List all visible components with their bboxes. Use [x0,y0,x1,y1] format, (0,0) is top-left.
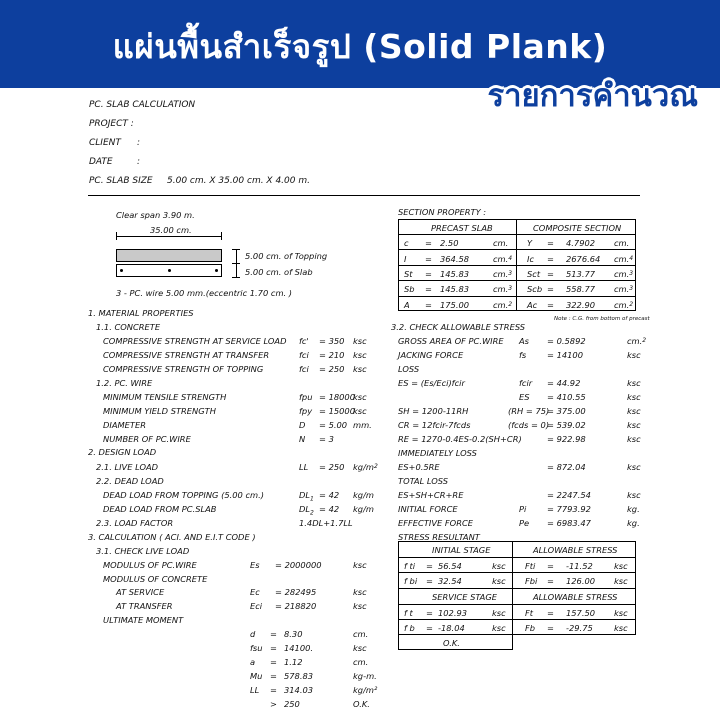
equals: = [425,284,432,294]
sh-equation: SH = 1200-11RH [398,406,469,416]
equals: = [425,238,432,248]
cs-service-label: COMPRESSIVE STRENGTH AT SERVICE LOAD [103,336,287,346]
at-service-label: AT SERVICE [116,587,165,597]
mts-value: = 18000 [319,392,355,402]
allow-value: -29.75 [566,623,593,633]
stress-sym: f b [404,623,415,633]
effective-force-label: EFFECTIVE FORCE [398,518,473,528]
unit: ksc [627,350,641,360]
um-value: 8.30 [284,629,303,639]
calc-title: PC. SLAB CALCULATION [89,100,196,110]
pi-value: = 7793.92 [547,504,591,514]
unit-cell [614,284,633,294]
unit-cell [493,269,512,279]
fs-value: = 14100 [547,350,583,360]
dl1-value: = 42 [319,490,340,500]
cs-topping-label: COMPRESSIVE STRENGTH OF TOPPING [103,364,264,374]
width-dimension-line [116,236,222,237]
esre-value: = 872.04 [547,462,586,472]
cs-topping-value: = 250 [319,364,345,374]
allowable-stress-header: ALLOWABLE STRESS [533,592,618,602]
ultimate-moment-label: ULTIMATE MOMENT [103,615,184,625]
table-row-line [398,619,636,620]
pe-value: = 6983.47 [547,518,591,528]
cs-transfer-sym: fci [299,350,309,360]
banner-subtitle: รายการคำนวณ [487,78,698,114]
cs-transfer-label: COMPRESSIVE STRENGTH AT TRANSFER [103,350,270,360]
unit: cm. [614,300,630,310]
property-sym: Sb [404,284,415,294]
subscript: 2 [310,509,314,517]
unit: cm. [614,254,630,264]
table-row-line [398,604,636,605]
es-sym: Es [250,560,260,570]
exponent: 2 [508,301,513,308]
table-row-line [398,280,636,281]
wire-dot [215,269,218,272]
section-3: 3. CALCULATION ( ACI. AND E.I.T CODE ) [88,532,256,542]
equals: = [547,576,554,586]
client-label: CLIENT [89,138,121,148]
equals: = [547,269,554,279]
table-row-line [398,234,636,235]
table-row-line [398,572,636,573]
slab-label: 5.00 cm. of Slab [245,267,313,277]
table-note: Note : C.G. from bottom of precast [554,316,650,322]
mod-wire-label: MODULUS OF PC.WIRE [103,560,197,570]
mts-label: MINIMUM TENSILE STRENGTH [103,392,227,402]
date-label: DATE [89,157,113,167]
equals: = [425,254,432,264]
unit: ksc [353,336,367,346]
unit: ksc [627,406,641,416]
ll-sym: LL [299,462,309,472]
unit: cm. [493,254,509,264]
table-row-line [398,296,636,297]
equals: = [547,284,554,294]
equals: = [426,561,433,571]
unit: kg-m. [353,671,377,681]
stress-sym: f bi [404,576,418,586]
exponent: 4 [508,255,513,262]
dl2-value: = 42 [319,504,340,514]
unit: ksc [353,350,367,360]
gross-area-label: GROSS AREA OF PC.WIRE [398,336,504,346]
section-1-1: 1.1. CONCRETE [96,322,161,332]
loss-label: LOSS [398,364,420,374]
cr-equation: CR = 12fcir-7fcds [398,420,471,430]
section-2-2: 2.2. DEAD LOAD [96,476,164,486]
fcir-value: = 44.92 [547,378,581,388]
unit: cm. [353,657,369,667]
equals: = [426,608,433,618]
unit-cell [614,269,633,279]
property-value: 145.83 [440,284,470,294]
property-sym: A [404,300,410,310]
size-label: PC. SLAB SIZE [89,176,153,186]
um-sym: Mu [250,671,263,681]
property-sym: Ic [527,254,535,264]
mys-sym: fpy [299,406,313,416]
unit: kg/m² [353,685,378,695]
cs-service-sym: fc' [299,336,309,346]
stress-resultant-label: STRESS RESULTANT [398,532,480,542]
property-value: 513.77 [566,269,596,279]
header-divider [88,195,640,196]
num-wire-value: = 3 [319,434,334,444]
dimension-tick-left [116,232,117,240]
total-value: = 2247.54 [547,490,591,500]
property-value: 2.50 [440,238,459,248]
eci-value: = 218820 [275,601,317,611]
allow-value: 157.50 [566,608,596,618]
banner-title: แผ่นพื้นสำเร็จรูป (Solid Plank) [112,27,608,66]
wire-dot [120,269,123,272]
total-loss-label: TOTAL LOSS [398,476,448,486]
unit: kg/m [353,462,374,472]
unit: ksc [627,392,641,402]
property-value: 2676.64 [566,254,601,264]
property-sym: Y [527,238,533,248]
es-equation: ES = (Es/Eci)fcir [398,378,465,388]
size-value: 5.00 cm. X 35.00 cm. X 4.00 m. [167,176,310,186]
stress-sym: f t [404,608,413,618]
unit: ksc [614,576,628,586]
section-3-1: 3.1. CHECK LIVE LOAD [96,546,190,556]
property-sym: Ac [527,300,538,310]
ll-value: = 250 [319,462,345,472]
pe-sym: Pe [519,518,530,528]
sh-value: = 375.00 [547,406,586,416]
unit: mm. [353,420,372,430]
mys-value: = 15000 [319,406,355,416]
exponent: 2 [629,301,634,308]
unit-cell [614,254,633,264]
unit: kg. [627,504,640,514]
exponent: 2 [642,337,647,344]
as-unit [627,336,646,346]
cs-service-value: = 350 [319,336,345,346]
subscript: 1 [310,495,314,503]
um-value: 14100. [284,643,314,653]
stress-value: 32.54 [438,576,462,586]
es-loss-value: = 410.55 [547,392,586,402]
um-sym: fsu [250,643,263,653]
property-sym: St [404,269,413,279]
unit: ksc [353,392,367,402]
num-wire-sym: N [299,434,306,444]
section-2-3: 2.3. LOAD FACTOR [96,518,174,528]
unit: ksc [492,576,506,586]
symbol: DL [299,490,311,500]
table-row-line [398,557,636,558]
allow-sym: Ft [525,608,534,618]
unit: ksc [614,561,628,571]
fcir-sym: fcir [519,378,533,388]
stress-sym: f ti [404,561,416,571]
um-value: 250 [284,699,300,709]
stress-value: -18.04 [438,623,465,633]
equals: = [547,254,554,264]
ec-value: = 282495 [275,587,317,597]
exponent: 3 [629,270,634,277]
unit: O.K. [353,699,370,709]
allow-sym: Fbi [525,576,538,586]
um-sym: a [250,657,256,667]
unit: cm. [614,269,630,279]
equals: = [270,629,277,639]
ok-status: O.K. [443,638,460,648]
es-loss-sym: ES [519,392,530,402]
equals: = [547,300,554,310]
unit-cell [493,284,512,294]
allow-value: 126.00 [566,576,596,586]
equals: = [426,623,433,633]
service-stage-header: SERVICE STAGE [432,592,497,602]
unit: ksc [627,434,641,444]
unit: ksc [353,643,367,653]
property-value: 175.00 [440,300,470,310]
cs-topping-sym: fci [299,364,309,374]
precast-header: PRECAST SLAB [431,223,493,233]
unit: ksc [627,378,641,388]
unit: ksc [614,608,628,618]
exponent: 3 [508,270,513,277]
equals: = [426,576,433,586]
topping-layer [116,249,222,262]
section-3-2: 3.2. CHECK ALLOWABLE STRESS [391,322,526,332]
wire-dot [168,269,171,272]
composite-header: COMPOSITE SECTION [533,223,622,233]
section-1-2: 1.2. PC. WIRE [96,378,153,388]
table-row-line [398,249,636,250]
ll-unit [353,462,378,472]
dl-slab-label: DEAD LOAD FROM PC.SLAB [103,504,217,514]
property-value: 364.58 [440,254,470,264]
equals: = [270,671,277,681]
unit-cell [493,254,512,264]
es-value: = 2000000 [275,560,322,570]
property-sym: Scb [527,284,543,294]
dimension-tick [232,277,240,278]
equals: = [270,657,277,667]
section-2-1: 2.1. LIVE LOAD [96,462,159,472]
unit: ksc [492,608,506,618]
re-equation: RE = 1270-0.4ES-0.2(SH+CR) [398,434,522,444]
allow-sym: Fb [525,623,536,633]
equals: = [425,269,432,279]
load-factor-value: 1.4DL+1.7LL [299,518,353,528]
initial-force-label: INITIAL FORCE [398,504,458,514]
unit: kg. [627,518,640,528]
initial-stage-header: INITIAL STAGE [432,545,491,555]
total-equation: ES+SH+CR+RE [398,490,464,500]
diameter-value: = 5.00 [319,420,348,430]
unit: cm. [614,284,630,294]
unit: ksc [614,623,628,633]
jacking-label: JACKING FORCE [398,350,464,360]
unit: cm. [627,336,643,346]
client-colon: : [137,138,141,148]
slab-width: 35.00 cm. [150,225,192,235]
allowable-stress-header: ALLOWABLE STRESS [533,545,618,555]
dimension-tick [232,249,240,250]
as-value: = 0.5892 [547,336,586,346]
property-sym: Sct [527,269,541,279]
property-sym: I [404,254,407,264]
equals: = [547,238,554,248]
allow-sym: Fti [525,561,536,571]
um-value: 1.12 [284,657,303,667]
unit-cell [614,300,633,310]
equals: = [547,623,554,633]
clear-span: Clear span 3.90 m. [116,210,195,220]
table-row-line [398,588,636,589]
unit: ksc [353,560,367,570]
dl-topping-label: DEAD LOAD FROM TOPPING (5.00 cm.) [103,490,264,500]
diameter-label: DIAMETER [103,420,146,430]
stress-value: 102.93 [438,608,468,618]
unit: ksc [627,420,641,430]
mys-label: MINIMUM YIELD STRENGTH [103,406,216,416]
allow-value: -11.52 [566,561,593,571]
mod-concrete-label: MODULUS OF CONCRETE [103,574,208,584]
date-colon: : [137,157,141,167]
wire-label: 3 - PC. wire 5.00 mm.(eccentric 1.70 cm. ) [116,288,293,298]
unit: kg/m [353,490,374,500]
section-2: 2. DESIGN LOAD [88,447,157,457]
property-value: 145.83 [440,269,470,279]
unit: cm. [493,284,509,294]
um-sym: > [270,699,277,709]
equals: = [547,561,554,571]
sh-condition: (RH = 75) [508,406,550,416]
unit: ksc [627,462,641,472]
exponent: 2 [373,463,378,470]
um-value: 314.03 [284,685,314,695]
project-label: PROJECT : [89,119,134,129]
unit: cm. [493,238,509,248]
unit: ksc [353,587,367,597]
esre-equation: ES+0.5RE [398,462,440,472]
unit: cm. [614,238,630,248]
num-wire-label: NUMBER OF PC.WIRE [103,434,191,444]
um-sym: d [250,629,256,639]
exponent: 3 [629,285,634,292]
immediate-loss-label: IMMEDIATELY LOSS [398,448,477,458]
equals: = [425,300,432,310]
at-transfer-label: AT TRANSFER [116,601,173,611]
unit: ksc [353,601,367,611]
mts-sym: fpu [299,392,313,402]
property-value: 322.90 [566,300,596,310]
eci-sym: Eci [250,601,263,611]
dimension-tick [232,263,240,264]
diameter-sym: D [299,420,306,430]
exponent: 4 [629,255,634,262]
cr-condition: (fcds = 0) [508,420,550,430]
dl1-sym [299,490,314,505]
unit: ksc [492,623,506,633]
ec-sym: Ec [250,587,260,597]
as-sym: As [519,336,529,346]
dimension-tick-right [221,232,222,240]
stress-value: 56.54 [438,561,462,571]
unit: ksc [353,364,367,374]
unit: ksc [627,490,641,500]
unit: ksc [492,561,506,571]
topping-label: 5.00 cm. of Topping [245,251,328,261]
unit: kg/m [353,504,374,514]
property-sym: c [404,238,409,248]
dl2-sym [299,504,314,519]
exponent: 3 [508,285,513,292]
pi-sym: Pi [519,504,527,514]
equals: = [270,643,277,653]
unit: cm. [493,269,509,279]
unit: ksc [353,406,367,416]
section-property-title: SECTION PROPERTY : [398,207,487,217]
equals: = [270,685,277,695]
section-1: 1. MATERIAL PROPERTIES [88,308,194,318]
symbol: DL [299,504,311,514]
um-sym: LL [250,685,260,695]
cs-transfer-value: = 210 [319,350,345,360]
equals: = [547,608,554,618]
unit-cell [493,300,512,310]
table-row-line [398,265,636,266]
cr-value: = 539.02 [547,420,586,430]
re-value: = 922.98 [547,434,586,444]
property-value: 4.7902 [566,238,596,248]
unit: cm. [353,629,369,639]
um-value: 578.83 [284,671,314,681]
property-value: 558.77 [566,284,596,294]
fs-sym: fs [519,350,527,360]
unit: cm. [493,300,509,310]
